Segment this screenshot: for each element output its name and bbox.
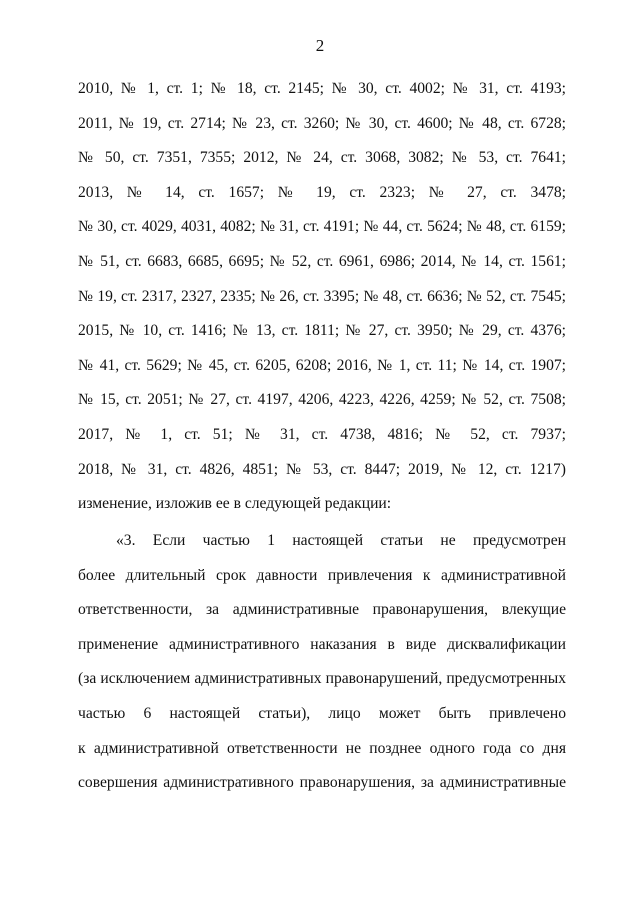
page-number: 2 [315, 36, 325, 55]
text-line: 2010, № 1, ст. 1; № 18, ст. 2145; № 30, ст. 4002; № 31, ст. 4193; [78, 80, 566, 97]
citation-paragraph [78, 72, 566, 522]
text-line: № 19, ст. 2317, 2327, 2335; № 26, ст. 3395; № 48, ст. 6636; № 52, ст. 7545; [78, 287, 566, 305]
text-line: 2015, № 10, ст. 1416; № 13, ст. 1811; № 27, ст. 3950; № 29, ст. 4376; [78, 322, 566, 340]
text-line: 2017, № 1, ст. 51; № 31, ст. 4738, 4816; № 52, ст. 7937; [78, 425, 566, 443]
text-line: изменение, изложив ее в следующей редакции: [78, 495, 392, 513]
text-line: 2013, № 14, ст. 1657; № 19, ст. 2323; № 27, ст. 3478; [78, 183, 566, 201]
text-line: совершения административного правонарушения, за административные [78, 774, 566, 792]
text-line: «3. Если частью 1 настоящей статьи не предусмотрен [116, 532, 566, 549]
text-line: № 41, ст. 5629; № 45, ст. 6205, 6208; 2016, № 1, ст. 11; № 14, ст. 1907; [78, 356, 566, 374]
text-line: ответственности, за административные правонарушения, влекущие [78, 601, 566, 619]
text-line: частью 6 настоящей статьи), лицо может быть привлечено [78, 704, 566, 722]
text-line: № 15, ст. 2051; № 27, ст. 4197, 4206, 4223, 4226, 4259; № 52, ст. 7508; [78, 391, 566, 409]
text-line: 2011, № 19, ст. 2714; № 23, ст. 3260; № 30, ст. 4600; № 48, ст. 6728; [78, 114, 566, 132]
text-line: № 50, ст. 7351, 7355; 2012, № 24, ст. 3068, 3082; № 53, ст. 7641; [78, 149, 566, 167]
text-line: к административной ответственности не позднее одного года со дня [78, 739, 566, 757]
text-line: применение административного наказания в виде дисквалификации [78, 635, 566, 653]
text-line: более длительный срок давности привлечения к административной [78, 566, 566, 584]
text-line: № 30, ст. 4029, 4031, 4082; № 31, ст. 4191; № 44, ст. 5624; № 48, ст. 6159; [78, 218, 566, 236]
text-line: № 51, ст. 6683, 6685, 6695; № 52, ст. 6961, 6986; 2014, № 14, ст. 1561; [78, 252, 566, 270]
quoted-article-paragraph [78, 524, 566, 801]
text-line: 2018, № 31, ст. 4826, 4851; № 53, ст. 8447; 2019, № 12, ст. 1217) [78, 460, 566, 478]
text-line: (за исключением административных правонарушений, предусмотренных [78, 670, 566, 688]
